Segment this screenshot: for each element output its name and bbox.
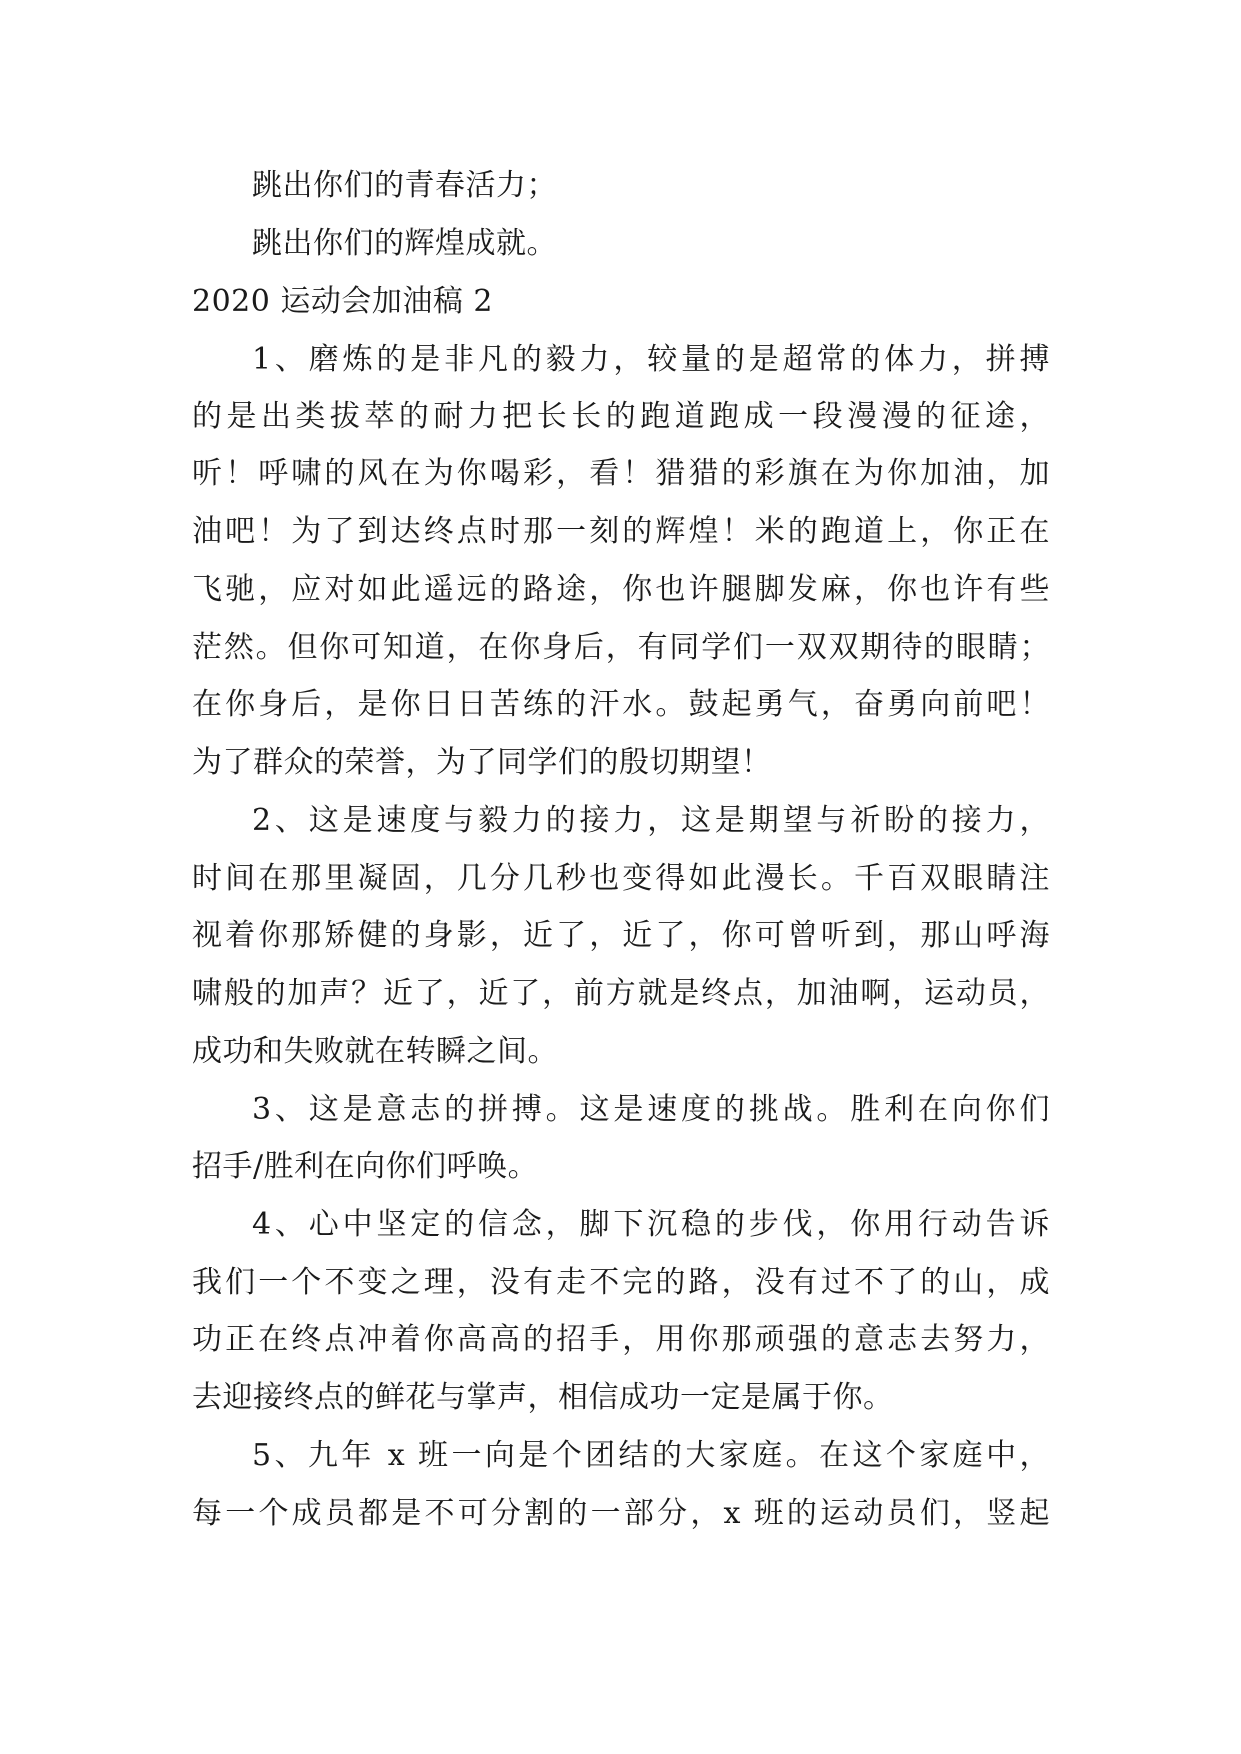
paragraph-1-line-6: 茫然。但你可知道，在你身后，有同学们一双双期待的眼睛； xyxy=(192,630,1050,665)
paragraph-4-line-2: 我们一个不变之理，没有走不完的路，没有过不了的山，成 xyxy=(192,1265,1050,1300)
paragraph-1-line-7: 在你身后，是你日日苦练的汗水。鼓起勇气，奋勇向前吧！ xyxy=(192,687,1050,722)
paragraph-1-line-5: 飞驰，应对如此遥远的路途，你也许腿脚发麻，你也许有些 xyxy=(192,572,1050,607)
paragraph-2-line-3: 视着你那矫健的身影，近了，近了，你可曾听到，那山呼海 xyxy=(192,918,1050,953)
section-heading: 2020 运动会加油稿 2 xyxy=(192,284,494,319)
paragraph-3-line-2: 招手/胜利在向你们呼唤。 xyxy=(192,1149,539,1184)
paragraph-1-line-2: 的是出类拔萃的耐力把长长的跑道跑成一段漫漫的征途， xyxy=(192,399,1050,434)
paragraph-5-line-1: 5、九年 x 班一向是个团结的大家庭。在这个家庭中， xyxy=(252,1438,1050,1473)
paragraph-2-line-1: 2、这是速度与毅力的接力，这是期望与祈盼的接力， xyxy=(252,803,1050,838)
poem-line-1: 跳出你们的青春活力； xyxy=(252,168,557,203)
paragraph-1-line-1: 1、磨炼的是非凡的毅力，较量的是超常的体力，拼搏 xyxy=(252,342,1050,377)
paragraph-1-line-8: 为了群众的荣誉，为了同学们的殷切期望！ xyxy=(192,745,772,780)
paragraph-4-line-1: 4、心中坚定的信念，脚下沉稳的步伐，你用行动告诉 xyxy=(252,1207,1050,1242)
paragraph-5-line-2: 每一个成员都是不可分割的一部分，x 班的运动员们，竖起 xyxy=(192,1496,1050,1531)
paragraph-4-line-4: 去迎接终点的鲜花与掌声，相信成功一定是属于你。 xyxy=(192,1380,894,1415)
paragraph-4-line-3: 功正在终点冲着你高高的招手，用你那顽强的意志去努力， xyxy=(192,1322,1050,1357)
paragraph-2-line-2: 时间在那里凝固，几分几秒也变得如此漫长。千百双眼睛注 xyxy=(192,861,1050,896)
paragraph-2-line-4: 啸般的加声？近了，近了，前方就是终点，加油啊，运动员， xyxy=(192,976,1050,1011)
poem-line-2: 跳出你们的辉煌成就。 xyxy=(252,226,557,261)
paragraph-1-line-3: 听！呼啸的风在为你喝彩，看！猎猎的彩旗在为你加油，加 xyxy=(192,456,1050,491)
paragraph-2-line-5: 成功和失败就在转瞬之间。 xyxy=(192,1034,558,1069)
paragraph-3-line-1: 3、这是意志的拼搏。这是速度的挑战。胜利在向你们 xyxy=(252,1092,1050,1127)
paragraph-1-line-4: 油吧！为了到达终点时那一刻的辉煌！米的跑道上，你正在 xyxy=(192,514,1050,549)
